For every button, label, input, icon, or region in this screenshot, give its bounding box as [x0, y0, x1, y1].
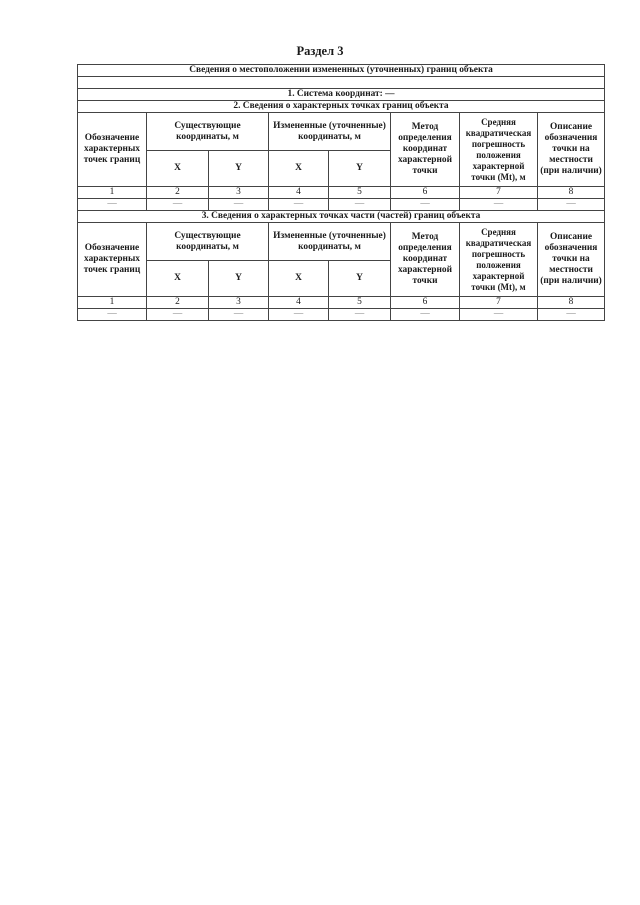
- table-cell: —: [209, 199, 269, 211]
- header-changed-coords: Измененные (уточненные) координаты, м: [269, 223, 391, 261]
- header-y: Y: [329, 261, 391, 297]
- table-cell: —: [329, 199, 391, 211]
- header-x: X: [147, 151, 209, 187]
- column-number: 2: [147, 187, 209, 199]
- page-title: Раздел 3: [296, 44, 344, 58]
- header-method: Метод определения координат характерной точки: [391, 113, 460, 187]
- column-number: 3: [209, 297, 269, 309]
- column-number: 7: [460, 297, 538, 309]
- column-number-row: [78, 297, 605, 309]
- header-x: X: [269, 261, 329, 297]
- table-cell: —: [269, 309, 329, 321]
- table-cell: —: [78, 309, 147, 321]
- table-cell: —: [391, 199, 460, 211]
- table-cell: —: [538, 199, 605, 211]
- section-title: 3. Сведения о характерных точках части (частей) границ объекта: [78, 211, 605, 223]
- table-cell: —: [538, 309, 605, 321]
- table-row: [78, 199, 605, 211]
- table-cell: —: [78, 199, 147, 211]
- coord-system-label: 1. Система координат: —: [78, 89, 605, 101]
- column-number-row: [78, 187, 605, 199]
- column-number: 5: [329, 187, 391, 199]
- table-row: [78, 309, 605, 321]
- header-y: Y: [209, 261, 269, 297]
- column-number: 4: [269, 187, 329, 199]
- column-number: 5: [329, 297, 391, 309]
- column-number: 3: [209, 187, 269, 199]
- header-changed-coords: Измененные (уточненные) координаты, м: [269, 113, 391, 151]
- table-title: Сведения о местоположении измененных (уточненных) границ объекта: [78, 65, 605, 77]
- table-cell: —: [209, 309, 269, 321]
- column-number: 8: [538, 187, 605, 199]
- table-cell: —: [269, 199, 329, 211]
- column-number: 2: [147, 297, 209, 309]
- column-number: 1: [78, 297, 147, 309]
- boundary-table: [77, 64, 605, 321]
- header-designation: Обозначение характерных точек границ: [78, 113, 147, 187]
- table-cell: —: [460, 309, 538, 321]
- column-number: 6: [391, 297, 460, 309]
- header-x: X: [147, 261, 209, 297]
- column-number: 8: [538, 297, 605, 309]
- column-number: 7: [460, 187, 538, 199]
- header-existing-coords: Существующие координаты, м: [147, 113, 269, 151]
- header-x: X: [269, 151, 329, 187]
- header-error: Средняя квадратическая погрешность положения характерной точки (Mt), м: [460, 223, 538, 297]
- header-designation: Обозначение характерных точек границ: [78, 223, 147, 297]
- header-y: Y: [329, 151, 391, 187]
- table-cell: —: [329, 309, 391, 321]
- table-cell: —: [460, 199, 538, 211]
- spacer-row: [78, 77, 605, 89]
- header-description: Описание обозначения точки на местности (при наличии): [538, 113, 605, 187]
- header-method: Метод определения координат характерной точки: [391, 223, 460, 297]
- header-error: Средняя квадратическая погрешность положения характерной точки (Mt), м: [460, 113, 538, 187]
- column-number: 1: [78, 187, 147, 199]
- header-y: Y: [209, 151, 269, 187]
- header-existing-coords: Существующие координаты, м: [147, 223, 269, 261]
- table-cell: —: [147, 199, 209, 211]
- column-number: 4: [269, 297, 329, 309]
- table-cell: —: [147, 309, 209, 321]
- header-description: Описание обозначения точки на местности (при наличии): [538, 223, 605, 297]
- section-title: 2. Сведения о характерных точках границ объекта: [78, 101, 605, 113]
- column-number: 6: [391, 187, 460, 199]
- table-cell: —: [391, 309, 460, 321]
